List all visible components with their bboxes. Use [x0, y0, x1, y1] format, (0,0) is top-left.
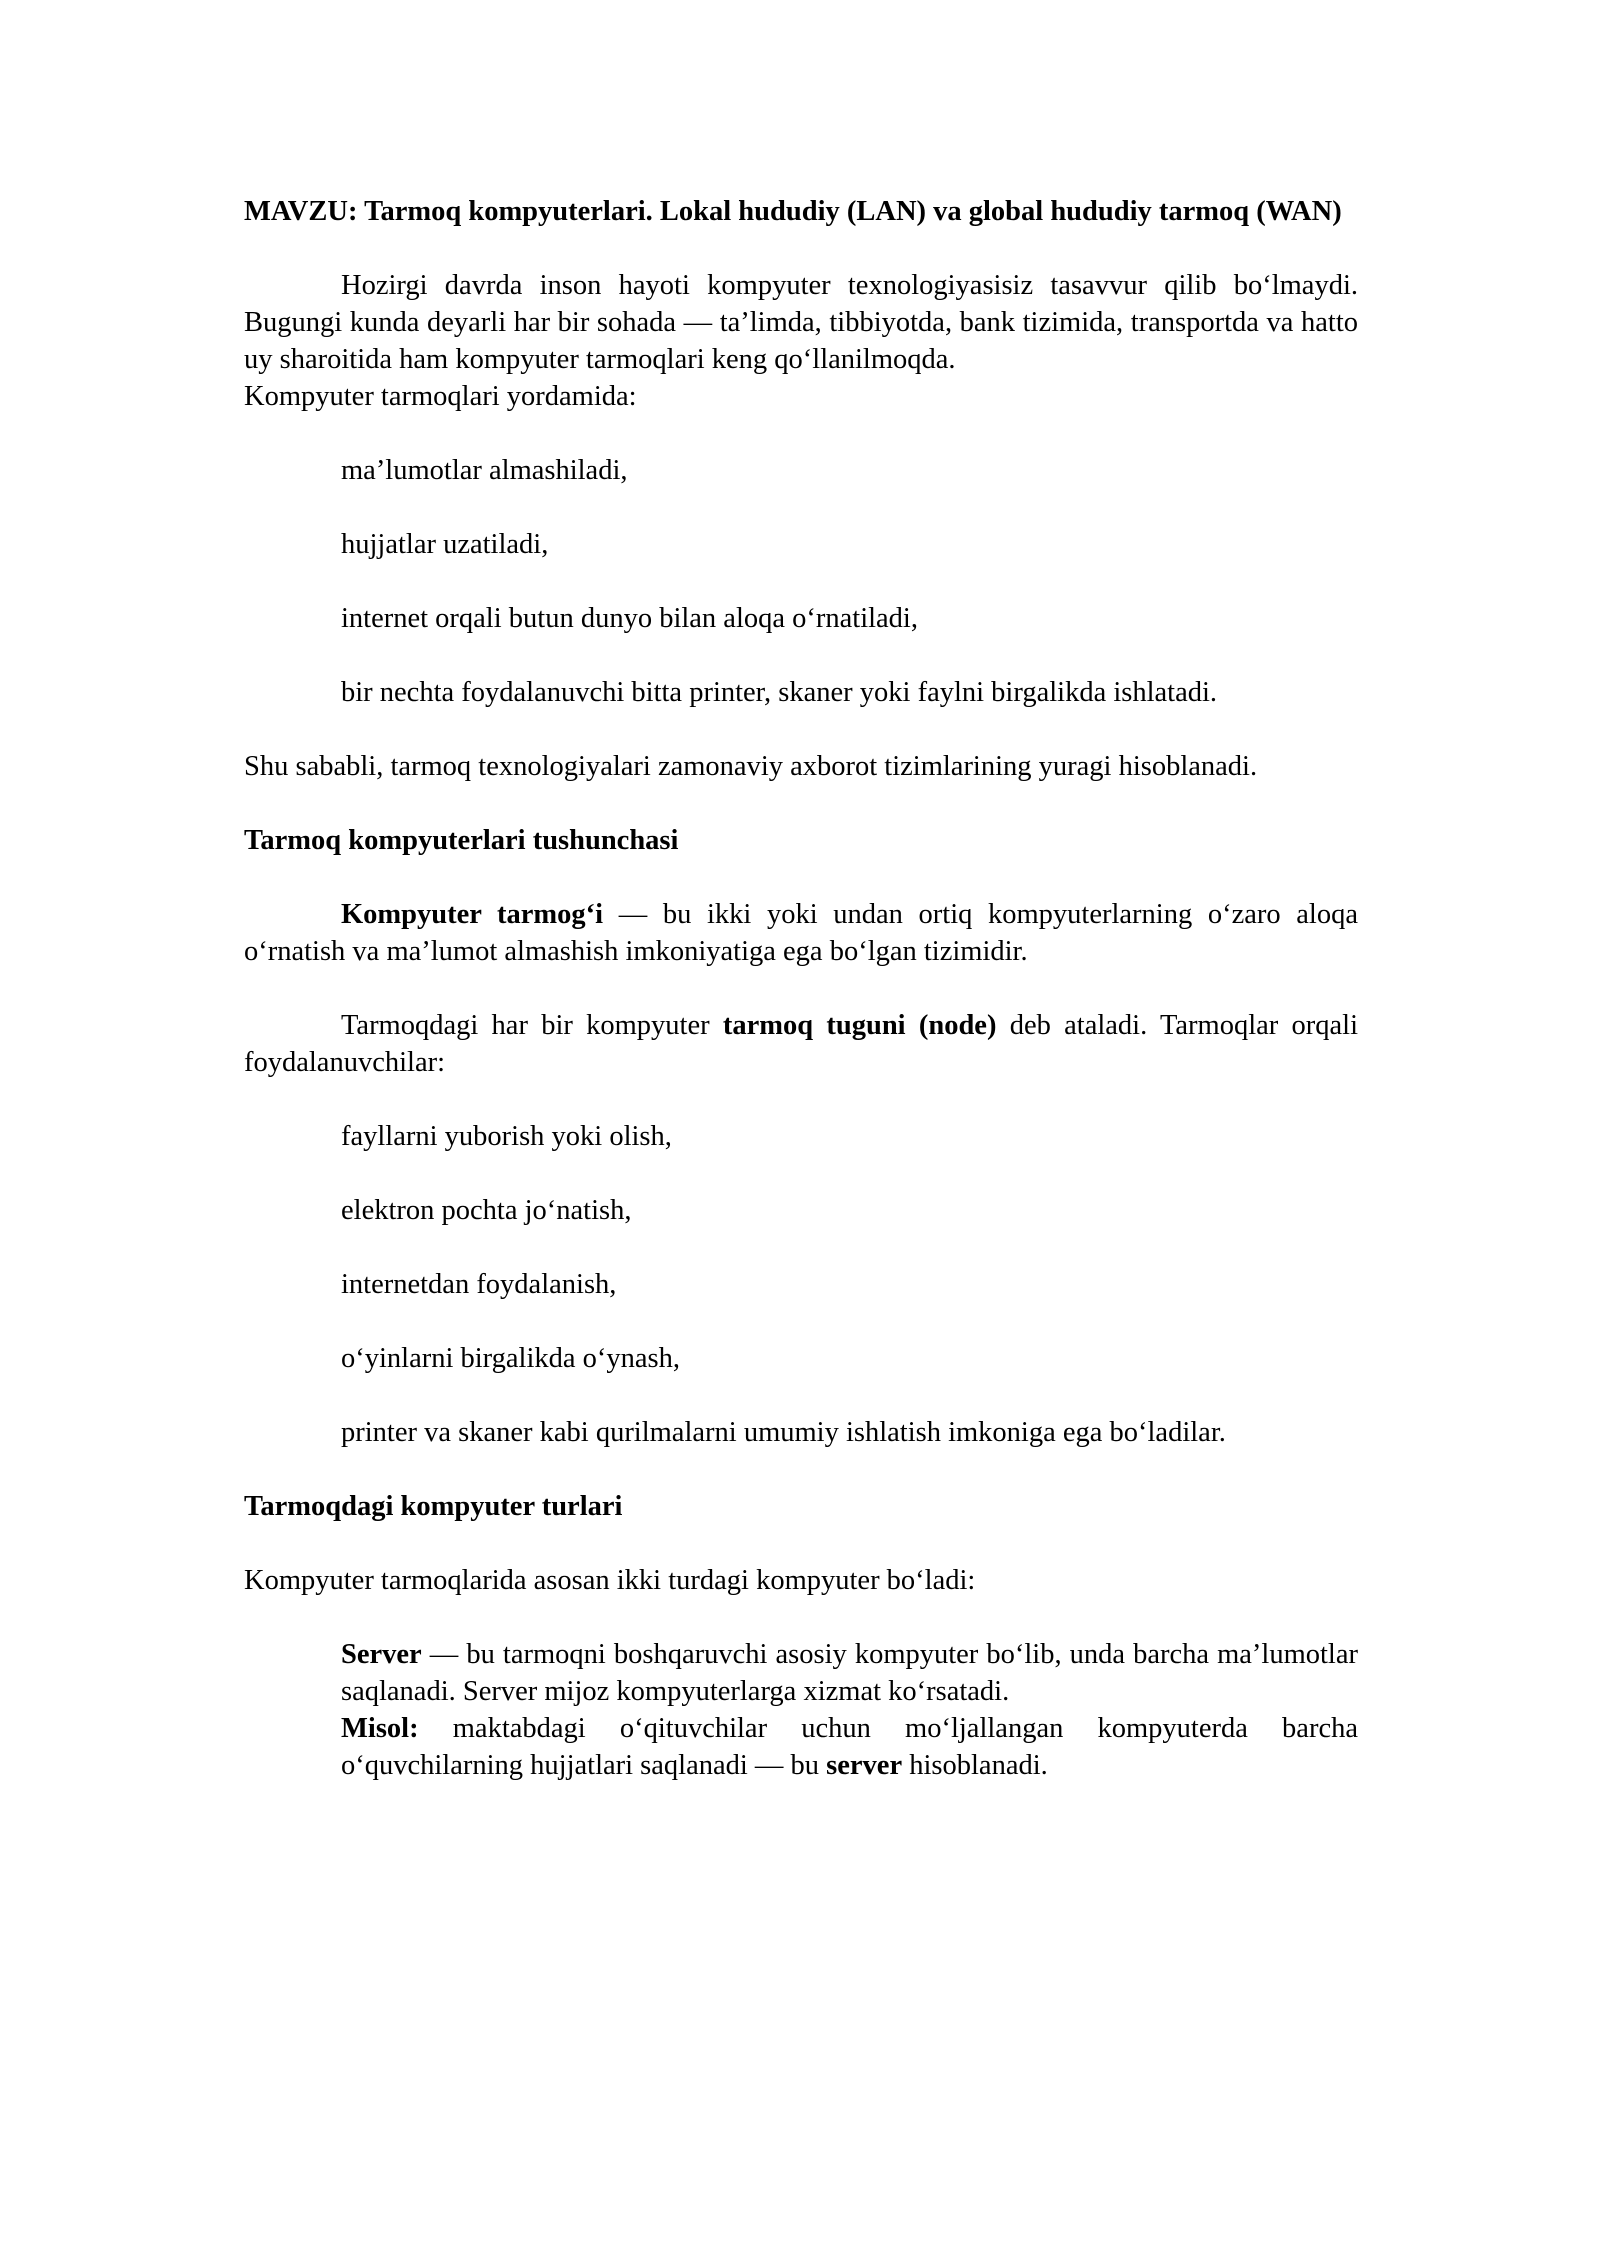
server-paragraph: Server — bu tarmoqni boshqaruvchi asosiy kompyuter bo‘lib, unda barcha ma’lumotlar saqlanadi. Server mijoz kompyuterlarga xizmat ko‘rsatadi. [341, 1639, 1358, 1707]
list-item: internetdan foydalanish, [341, 1269, 617, 1300]
list-item: bir nechta foydalanuvchi bitta printer, skaner yoki faylni birgalikda ishlatadi. [341, 677, 1218, 708]
list-item: hujjatlar uzatiladi, [341, 529, 549, 560]
server-block [244, 1636, 1358, 1784]
list-item: printer va skaner kabi qurilmalarni umumiy ishlatish imkoniga ega bo‘ladilar. [341, 1417, 1226, 1448]
list-item: internet orqali butun dunyo bilan aloqa o‘rnatiladi, [341, 603, 918, 634]
node-paragraph: Tarmoqdagi har bir kompyuter tarmoq tuguni (node) deb ataladi. Tarmoqlar orqali foydalanuvchilar: [244, 1010, 1358, 1078]
section-lead: Kompyuter tarmoqlarida asosan ikki turdagi kompyuter bo‘ladi: [244, 1565, 976, 1596]
document-page [244, 193, 1358, 1784]
intro-paragraph: Hozirgi davrda inson hayoti kompyuter texnologiyasisiz tasavvur qilib bo‘lmaydi. Bugungi kunda deyarli har bir sohada — ta’limda, tibbiyotda, bank tizimida, transportda va hatto uy sharoitida ham kompyuter tarmoqlari keng qo‘llanilmoqda. [244, 270, 1358, 375]
example-label: Misol: [341, 1713, 419, 1744]
example-term: server [826, 1750, 903, 1781]
definition-term: Kompyuter tarmog‘i [341, 899, 604, 930]
list-item: o‘yinlarni birgalikda o‘ynash, [341, 1343, 681, 1374]
intro-conclusion: Shu sababli, tarmoq texnologiyalari zamonaviy axborot tizimlarining yuragi hisoblanadi. [244, 751, 1258, 782]
list-item: elektron pochta jo‘natish, [341, 1195, 632, 1226]
section-heading: Tarmoqdagi kompyuter turlari [244, 1491, 623, 1522]
section-heading: Tarmoq kompyuterlari tushunchasi [244, 825, 679, 856]
list-item: ma’lumotlar almashiladi, [341, 455, 628, 486]
server-term: Server [341, 1639, 422, 1670]
list-item: fayllarni yuborish yoki olish, [341, 1121, 672, 1152]
intro-lead: Kompyuter tarmoqlari yordamida: [244, 381, 637, 412]
example-paragraph: Misol: maktabdagi o‘qituvchilar uchun mo‘ljallangan kompyuterda barcha o‘quvchilarning hujjatlari saqlanadi — bu server hisoblanadi. [341, 1713, 1358, 1781]
node-term: tarmoq tuguni (node) [722, 1010, 997, 1041]
page-title: MAVZU: Tarmoq kompyuterlari. Lokal hududiy (LAN) va global hududiy tarmoq (WAN) [244, 196, 1342, 227]
definition-paragraph: Kompyuter tarmog‘i — bu ikki yoki undan ortiq kompyuterlarning o‘zaro aloqa o‘rnatish va ma’lumot almashish imkoniyatiga ega bo‘lgan tizimidir. [244, 899, 1358, 967]
